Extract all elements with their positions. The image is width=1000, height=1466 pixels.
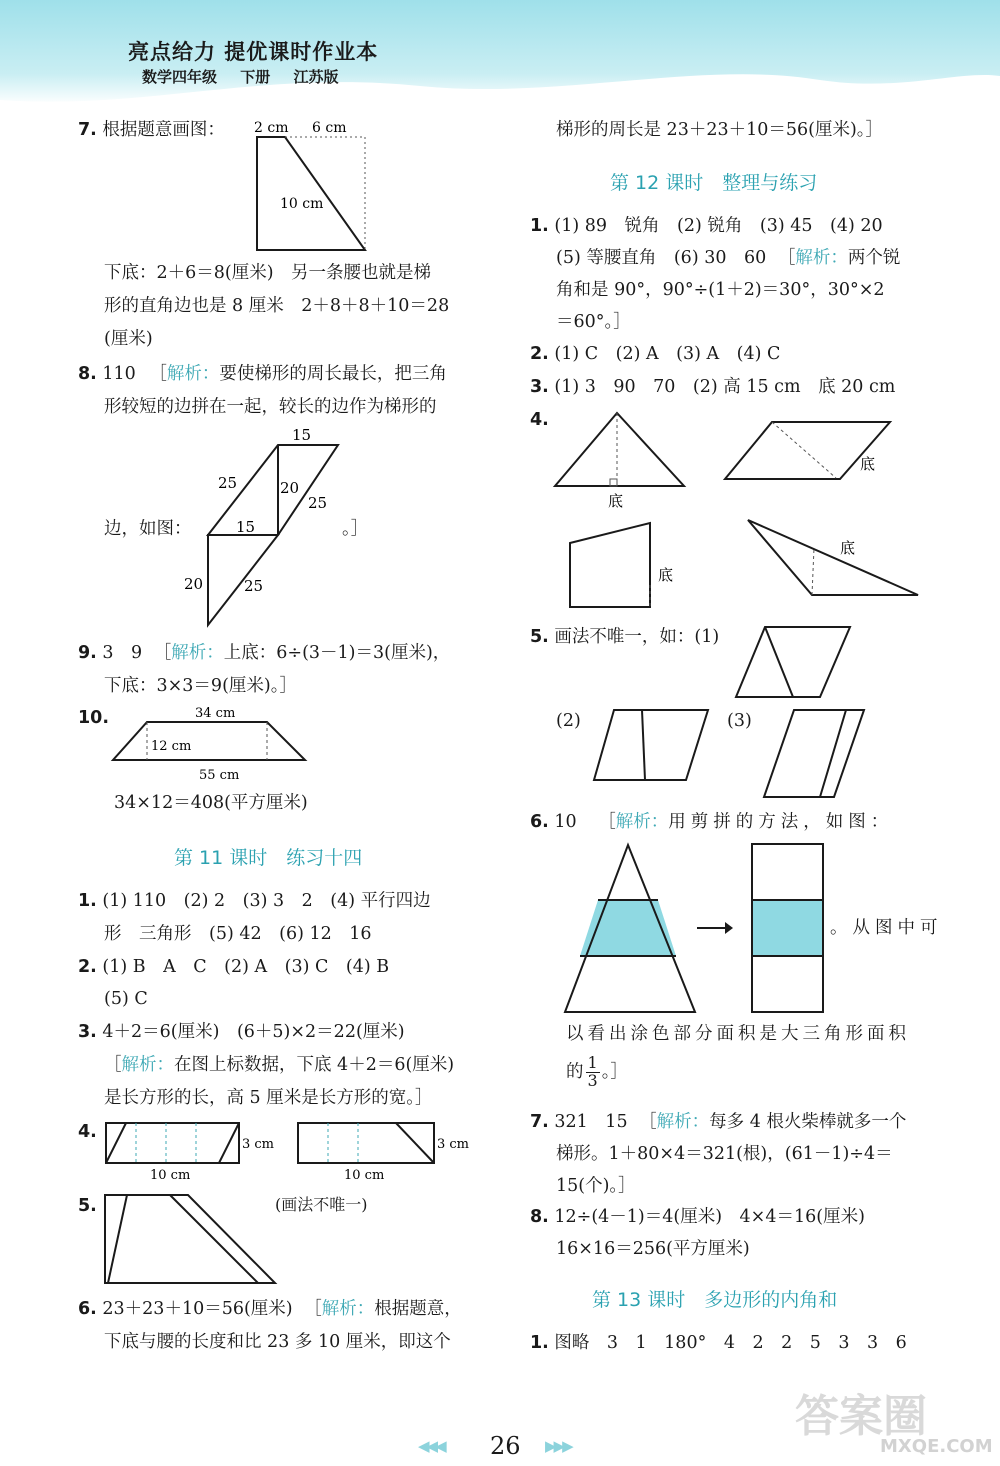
q7-question (78, 120, 225, 141)
s12-q4-para-height (772, 422, 836, 478)
s12-q1-line2 (556, 248, 900, 269)
s12-q5-fig2-cut (642, 710, 645, 780)
s11-q3-number: 3. (78, 1022, 97, 1042)
r-continuation: 梯形的周长是 23＋23＋10＝56(厘米)。］ (556, 120, 884, 140)
s12-q7-line3: 15(个)。］ (556, 1176, 636, 1196)
s12-q4-fig-parallelogram (720, 415, 900, 495)
s12-q5-fig1-shape (736, 627, 850, 697)
s12-q1-text2b: 两个锐 (847, 248, 901, 268)
q10-label-top: 34 cm (195, 706, 236, 721)
s12-q1-line3: 角和是 90°，90°÷(1＋2)＝30°，30°×2 (556, 280, 885, 300)
q7-answer-2: 形的直角边也是 8 厘米 2＋8＋8＋10＝28 (104, 296, 450, 316)
s12-q6-number: 6. (530, 812, 549, 832)
s12-q4-obt-base-label: 底 (840, 539, 856, 557)
q8-text1: 要使梯形的周长最长，把三角 (219, 364, 447, 384)
s12-q5-line (530, 627, 719, 648)
s12-q7-answer: 321 15 (554, 1112, 628, 1132)
q10-figure (105, 700, 320, 788)
s12-q1-jiexi: 解析： (795, 248, 848, 268)
section-11-title: 第 11 课时 练习十四 (174, 847, 363, 869)
q9-answer: 3 9 (102, 643, 143, 663)
s12-q5-text: 画法不唯一，如：(1) (554, 627, 720, 647)
s11-q1-line2: 形 三角形 (5) 42 (6) 12 16 (104, 924, 372, 944)
q10-trapezoid (113, 722, 305, 760)
s11-q5-cut2 (170, 1195, 258, 1283)
header-volume: 下册 (240, 68, 271, 86)
s12-q1-open: ［ (777, 248, 796, 268)
s11-q2-line1 (78, 957, 389, 978)
s12-q1-number: 1. (530, 216, 549, 236)
q7-label-10cm: 10 cm (280, 196, 324, 212)
s12-q8-text1: 12÷(4－1)＝4(厘米) 4×4＝16(厘米) (554, 1207, 865, 1227)
s11-q1-text1: (1) 110 (2) 2 (3) 3 2 (4) 平行四边 (102, 891, 431, 911)
s12-q6-frac-num: 1 (587, 1053, 598, 1072)
s12-q7-number: 7. (530, 1112, 549, 1132)
s12-q6-line1 (530, 812, 893, 833)
q8-number: 8. (78, 364, 97, 384)
q10-answer: 34×12＝408(平方厘米) (114, 793, 308, 813)
s11-q5-question (78, 1196, 97, 1217)
q8-label-2: 20 (280, 479, 300, 497)
s12-q4-trapezoid (570, 523, 650, 607)
s12-q6-line2: 以看出涂色部分面积是大三角形面积 (566, 1024, 910, 1044)
s12-q8-number: 8. (530, 1207, 549, 1227)
q8-jiexi: 解析： (166, 364, 220, 384)
s12-q5-fig3-shape (764, 710, 864, 797)
s12-q1-line1 (530, 216, 883, 237)
s11-q4a-rect (106, 1123, 239, 1163)
s12-q2-number: 2. (530, 344, 549, 364)
q8-line2: 形较短的边拼在一起，较长的边作为梯形的 (104, 397, 437, 417)
s11-q5-number: 5. (78, 1196, 97, 1216)
q7-label-2cm: 2 cm (254, 120, 289, 136)
s11-q4-figure-b (292, 1115, 477, 1185)
s11-q2-number: 2. (78, 957, 97, 977)
q7-number: 7. (78, 120, 97, 140)
s11-q4a-label-w: 10 cm (150, 1168, 191, 1183)
q9-number: 9. (78, 643, 97, 663)
s11-q6-text1b: 根据题意， (374, 1299, 462, 1319)
q8-label-0: 15 (292, 426, 312, 444)
q8-label-1: 25 (218, 474, 238, 492)
s11-q1-line1 (78, 891, 431, 912)
s12-q6-text3b: 。］ (601, 1061, 628, 1082)
s11-q3-text2: 在图上标数据，下底 4＋2＝6(厘米) (174, 1055, 455, 1075)
q7-trapezoid (257, 137, 365, 250)
s12-q4-para-base-label: 底 (860, 455, 876, 473)
s12-q6-arrow (695, 918, 735, 938)
header-subject: 数学四年级 (142, 68, 218, 86)
footer-right-arrows: ▶▶▶ (545, 1437, 571, 1455)
s12-q5-fig1-cut (765, 627, 793, 697)
s12-q7-line1 (530, 1112, 906, 1133)
s11-q5-note: (画法不唯一) (275, 1195, 368, 1214)
q8-line3: 边，如图： (104, 519, 192, 539)
s12-q1-line4: ＝60°。］ (556, 312, 631, 332)
s11-q4b-label-w: 10 cm (344, 1168, 385, 1183)
s13-q1-number: 1. (530, 1333, 549, 1353)
header-subtitle (142, 66, 357, 87)
s12-q3-text: (1) 3 90 70 (2) 高 15 cm 底 20 cm (554, 377, 896, 397)
s12-q6-fig-triangle (560, 840, 705, 1018)
s11-q4b-label-h: 3 cm (437, 1137, 470, 1152)
s12-q4-triangle (555, 413, 684, 486)
s12-q6-frac-den: 3 (587, 1070, 598, 1090)
s11-q6-number: 6. (78, 1299, 97, 1319)
s11-q6-jiexi: 解析： (321, 1299, 375, 1319)
s11-q5-cut1 (108, 1195, 127, 1283)
s12-q4-obt-height (812, 548, 814, 595)
section-13-title: 第 13 课时 多边形的内角和 (592, 1289, 838, 1311)
s12-q5-p3: (3) (727, 711, 752, 731)
q8-bottom-triangle (208, 535, 278, 625)
s12-q7-jiexi: 解析： (656, 1112, 710, 1132)
s11-q2-line2: (5) C (104, 989, 148, 1009)
s11-q3-text1: 4＋2＝6(厘米) (6＋5)×2＝22(厘米) (102, 1022, 405, 1042)
section-12-title: 第 12 课时 整理与练习 (610, 172, 818, 194)
q9-open: ［ (153, 643, 172, 663)
q8-label-6: 25 (244, 577, 264, 595)
q9-jiexi: 解析： (171, 643, 224, 663)
q7-text: 根据题意画图： (102, 120, 225, 140)
s11-q4a-diag-right (219, 1123, 239, 1163)
s12-q1-text1: (1) 89 锐角 (2) 锐角 (3) 45 (4) 20 (554, 216, 883, 236)
s11-q6-line1 (78, 1299, 462, 1320)
s12-q6-jiexi: 解析： (615, 812, 669, 832)
s12-q3-number: 3. (530, 377, 549, 397)
s11-q5-figure (100, 1188, 285, 1288)
q9-line2: 下底：3×3＝9(厘米)。］ (104, 676, 297, 696)
s12-q6-arrow-head (725, 922, 733, 934)
s12-q4-trap-base-label: 底 (658, 566, 674, 584)
s12-q5-fig2-shape (594, 710, 708, 780)
s12-q6-line3 (566, 1055, 628, 1090)
q10-number: 10. (78, 708, 110, 728)
watermark-url: MXQE.COM (880, 1436, 993, 1457)
s11-q1-number: 1. (78, 891, 97, 911)
s12-q4-fig-triangle (548, 408, 698, 513)
q7-answer-1: 下底：2＋6＝8(厘米) 另一条腰也就是梯 (104, 263, 432, 283)
q9-line1 (78, 643, 450, 664)
s12-q5-p2: (2) (556, 711, 581, 731)
s12-q1-text2: (5) 等腰直角 (6) 30 60 (556, 248, 767, 268)
s11-q2-text1: (1) B A C (2) A (3) C (4) B (102, 957, 390, 977)
q8-label-3: 25 (308, 494, 328, 512)
s11-q6-open: ［ (304, 1299, 322, 1319)
header-edition: 江苏版 (293, 68, 339, 86)
s12-q3 (530, 377, 895, 398)
s12-q5-number: 5. (530, 627, 549, 647)
s12-q6-answer: 10 (554, 812, 577, 832)
s11-q3-open: ［ (104, 1055, 122, 1075)
s11-q4-question (78, 1122, 97, 1143)
q8-label-5: 20 (184, 575, 204, 593)
s11-q3-line3: 是长方形的长，高 5 厘米是长方形的宽。］ (104, 1088, 433, 1108)
s11-q3-line2 (104, 1055, 454, 1076)
s12-q6-text3a: 的 (566, 1061, 584, 1082)
s13-q1 (530, 1333, 907, 1354)
q8-close: 。］ (342, 519, 369, 539)
s12-q4-number: 4. (530, 410, 549, 430)
s12-q6-fraction (586, 1055, 600, 1090)
s12-q6-fig-rect (748, 840, 828, 1015)
s12-q6-open: ［ (598, 812, 616, 832)
s12-q4-tri-right-angle (610, 479, 617, 486)
q10-label-h: 12 cm (151, 739, 192, 754)
q8-figure (170, 425, 355, 630)
q9-text1: 上底：6÷(3－1)＝3(厘米)， (223, 643, 451, 663)
q8-label-4: 15 (236, 518, 256, 536)
s12-q7-line2: 梯形。1＋80×4＝321(根)，(61－1)÷4＝ (556, 1144, 893, 1164)
s11-q5-trapezoid (105, 1195, 275, 1283)
s13-q1-text: 图略 3 1 180° 4 2 2 5 3 3 6 (554, 1333, 907, 1353)
s12-q8-line1 (530, 1207, 865, 1228)
q8-open: ［ (149, 364, 167, 384)
s11-q4-number: 4. (78, 1122, 97, 1142)
footer-left-arrows: ◀◀◀ (418, 1437, 444, 1455)
s11-q3-line1 (78, 1022, 405, 1043)
s11-q4b-rect (298, 1123, 434, 1163)
s12-q4-question (530, 410, 549, 431)
q8-answer: 110 (102, 364, 136, 384)
s12-q6-text1: 用剪拼的方法，如图： (668, 812, 894, 832)
q8-line1 (78, 364, 447, 385)
s11-q4-figure-a (100, 1115, 280, 1185)
q10-label-bottom: 55 cm (199, 768, 240, 783)
s12-q6-shaded-rect (752, 900, 823, 956)
watermark-logo: 答案圈 (795, 1391, 927, 1442)
page-number: 26 (490, 1432, 521, 1460)
s12-q2-text: (1) C (2) A (3) A (4) C (554, 344, 781, 364)
s11-q4a-label-h: 3 cm (242, 1137, 275, 1152)
s11-q6-line2: 下底与腰的长度和比 23 多 10 厘米，即这个 (104, 1332, 451, 1352)
s11-q3-jiexi: 解析： (121, 1055, 174, 1075)
s11-q4b-diag (396, 1123, 434, 1163)
s12-q5-fig3 (760, 705, 875, 800)
q7-label-6cm: 6 cm (312, 120, 347, 136)
s11-q6-text1: 23＋23＋10＝56(厘米) (102, 1299, 293, 1319)
s12-q7-text1: 每多 4 根火柴棒就多一个 (709, 1112, 907, 1132)
s12-q6-side: 。从图中可 (830, 918, 943, 938)
s11-q4a-diag-left (106, 1123, 126, 1163)
s12-q4-fig-trapezoid (560, 515, 700, 615)
header-title: 亮点给力 提优课时作业本 (128, 40, 379, 64)
s12-q4-fig-obtuse (740, 515, 925, 605)
s12-q5-fig2 (590, 705, 720, 785)
s12-q4-obtuse-triangle (748, 520, 918, 595)
s12-q8-line2: 16×16＝256(平方厘米) (556, 1239, 750, 1259)
s12-q5-fig1 (730, 622, 860, 702)
s12-q5-fig3-cut (820, 710, 846, 797)
q7-figure (240, 115, 380, 255)
s12-q4-tri-base-label: 底 (608, 492, 624, 510)
q7-answer-3: (厘米) (104, 329, 153, 349)
s12-q2 (530, 344, 780, 365)
s12-q7-open: ［ (639, 1112, 657, 1132)
